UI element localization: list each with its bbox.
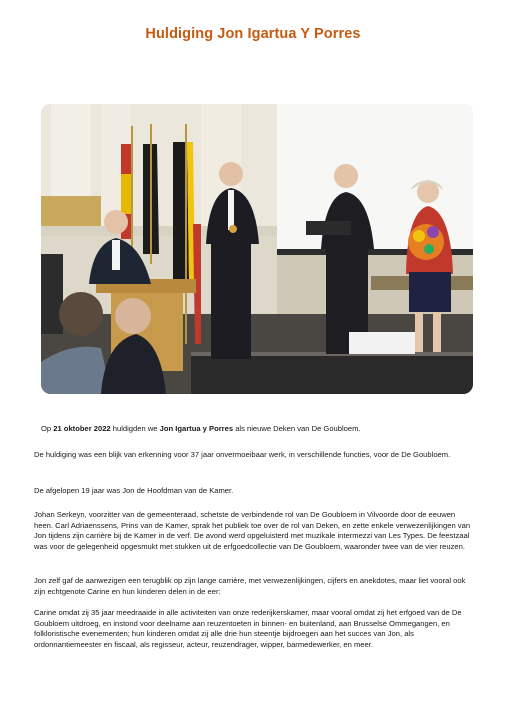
paragraph-speeches: Johan Serkeyn, voorzitter van de gemeenteraad, schetste de verbindende rol van De Goubloem in Vilvoorde door de eeuwen heen. Carl Adriaenssens, Prins van de Kamer, sprak het publiek toe over de rol van Deken, en zette enkele verwezenlijkingen van Jon tijdens zijn carrière bij de Kamer in de verf. De avond werd opgeluisterd met muzikale intermezzi van Les Types. De feestzaal was voor de gelegenheid opgesmukt met stukken uit de erfgoedcollectie van De Goubloem, waaronder twee van de vier reuzen. xyxy=(34,510,471,551)
page-title: Huldiging Jon Igartua Y Porres xyxy=(145,26,361,42)
event-date: 21 oktober 2022 xyxy=(53,424,111,433)
paragraph-family: Carine omdat zij 35 jaar meedraaide in alle activiteiten van onze rederijkerskamer, maar vooral omdat zij het erfgoed van de De Goubloem uitdroeg, en instond voor deelname aan reuzentoeten in binnen- en buitenland, aan Brusselse Ommegangen, en folkloristische evenementen; hun kinderen omdat zij alle drie hun steentje bijdroegen aan het succes van Jon, als ordonnantiemeester en fiscaal, als regisseur, acteur, reuzendrager, wipper, barmedewerker, en meer. xyxy=(34,608,462,649)
honoree-name: Jon Igartua y Porres xyxy=(159,424,234,433)
paragraph-retrospective: Jon zelf gaf de aanwezigen een terugblik op zijn lange carrière, met verwezenlijkingen, cijfers en anekdotes, maar liet vooral ook zijn echtgenote Carine en hun kinderen delen in de eer: xyxy=(34,576,466,596)
paragraph-recognition: De huldiging was een blijk van erkenning voor 37 jaar onvermoeibaar werk, in verschillende functies, voor de De Goubloem. xyxy=(34,450,451,459)
intro-paragraph: Op 21 oktober 2022 huldigden we Jon Igartua y Porres als nieuwe Deken van De Goubloem. xyxy=(41,424,361,433)
ceremony-photo xyxy=(41,104,473,394)
paragraph-hoofdman: De afgelopen 19 jaar was Jon de Hoofdman van de Kamer. xyxy=(34,486,234,495)
